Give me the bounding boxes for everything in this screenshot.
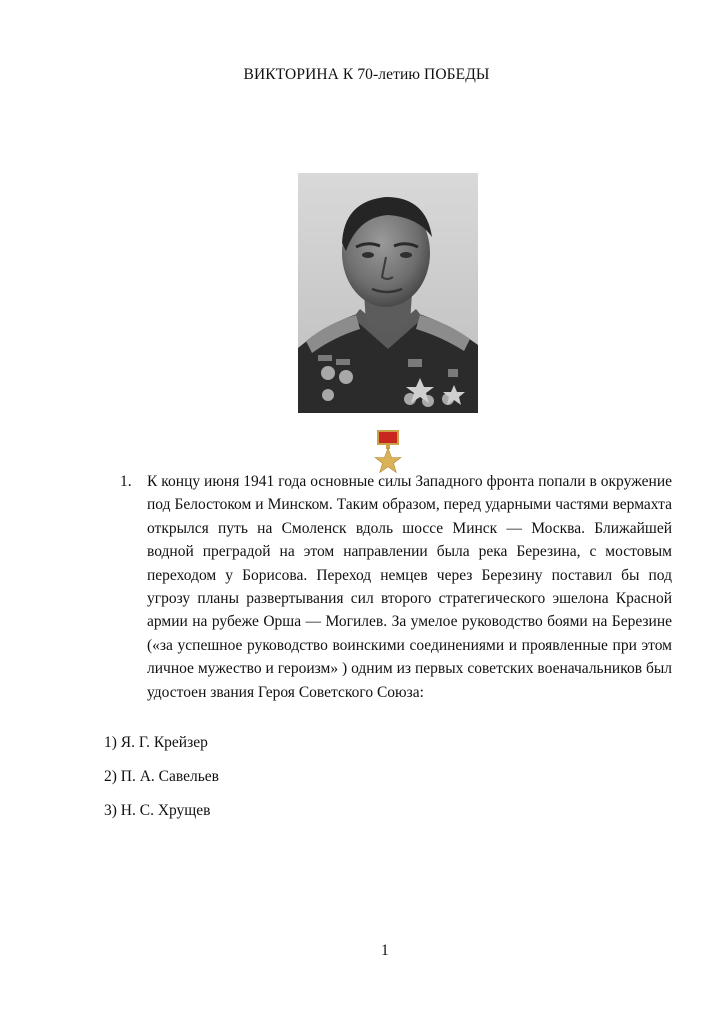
portrait-photo bbox=[298, 173, 478, 413]
page-number: 1 bbox=[381, 942, 389, 959]
answer-option-1: 1) Я. Г. Крейзер bbox=[104, 734, 208, 751]
hero-star-medal bbox=[374, 429, 402, 473]
portrait-image bbox=[298, 173, 478, 413]
question-number: 1. bbox=[120, 473, 132, 490]
answer-option-3: 3) Н. С. Хрущев bbox=[104, 802, 211, 819]
question-block bbox=[120, 470, 672, 704]
answer-option-2: 2) П. А. Савельев bbox=[104, 768, 220, 785]
medal-icon bbox=[374, 429, 402, 473]
page-title: ВИКТОРИНА К 70-летию ПОБЕДЫ bbox=[243, 66, 490, 83]
question-text: К концу июня 1941 года основные силы Западного фронта попали в окружение под Белостоком и Минском. Таким образом, перед ударными частями вермахта открылся путь на Смоленск вдоль шоссе Минск — Москва. Ближайшей водной преградой на этом направлении была река Березина, с мостовым переходом у Борисова. Переход немцев через Березину поставил бы под угрозу планы развертывания сил второго стратегического эшелона Красной армии на рубеже Орша — Могилев. За умелое руководство боями на Березине («за успешное руководство воинскими соединениями и проявленные при этом личное мужество и героизм» ) одним из первых советских военачальников был удостоен звания Героя Советского Союза: bbox=[147, 473, 672, 701]
